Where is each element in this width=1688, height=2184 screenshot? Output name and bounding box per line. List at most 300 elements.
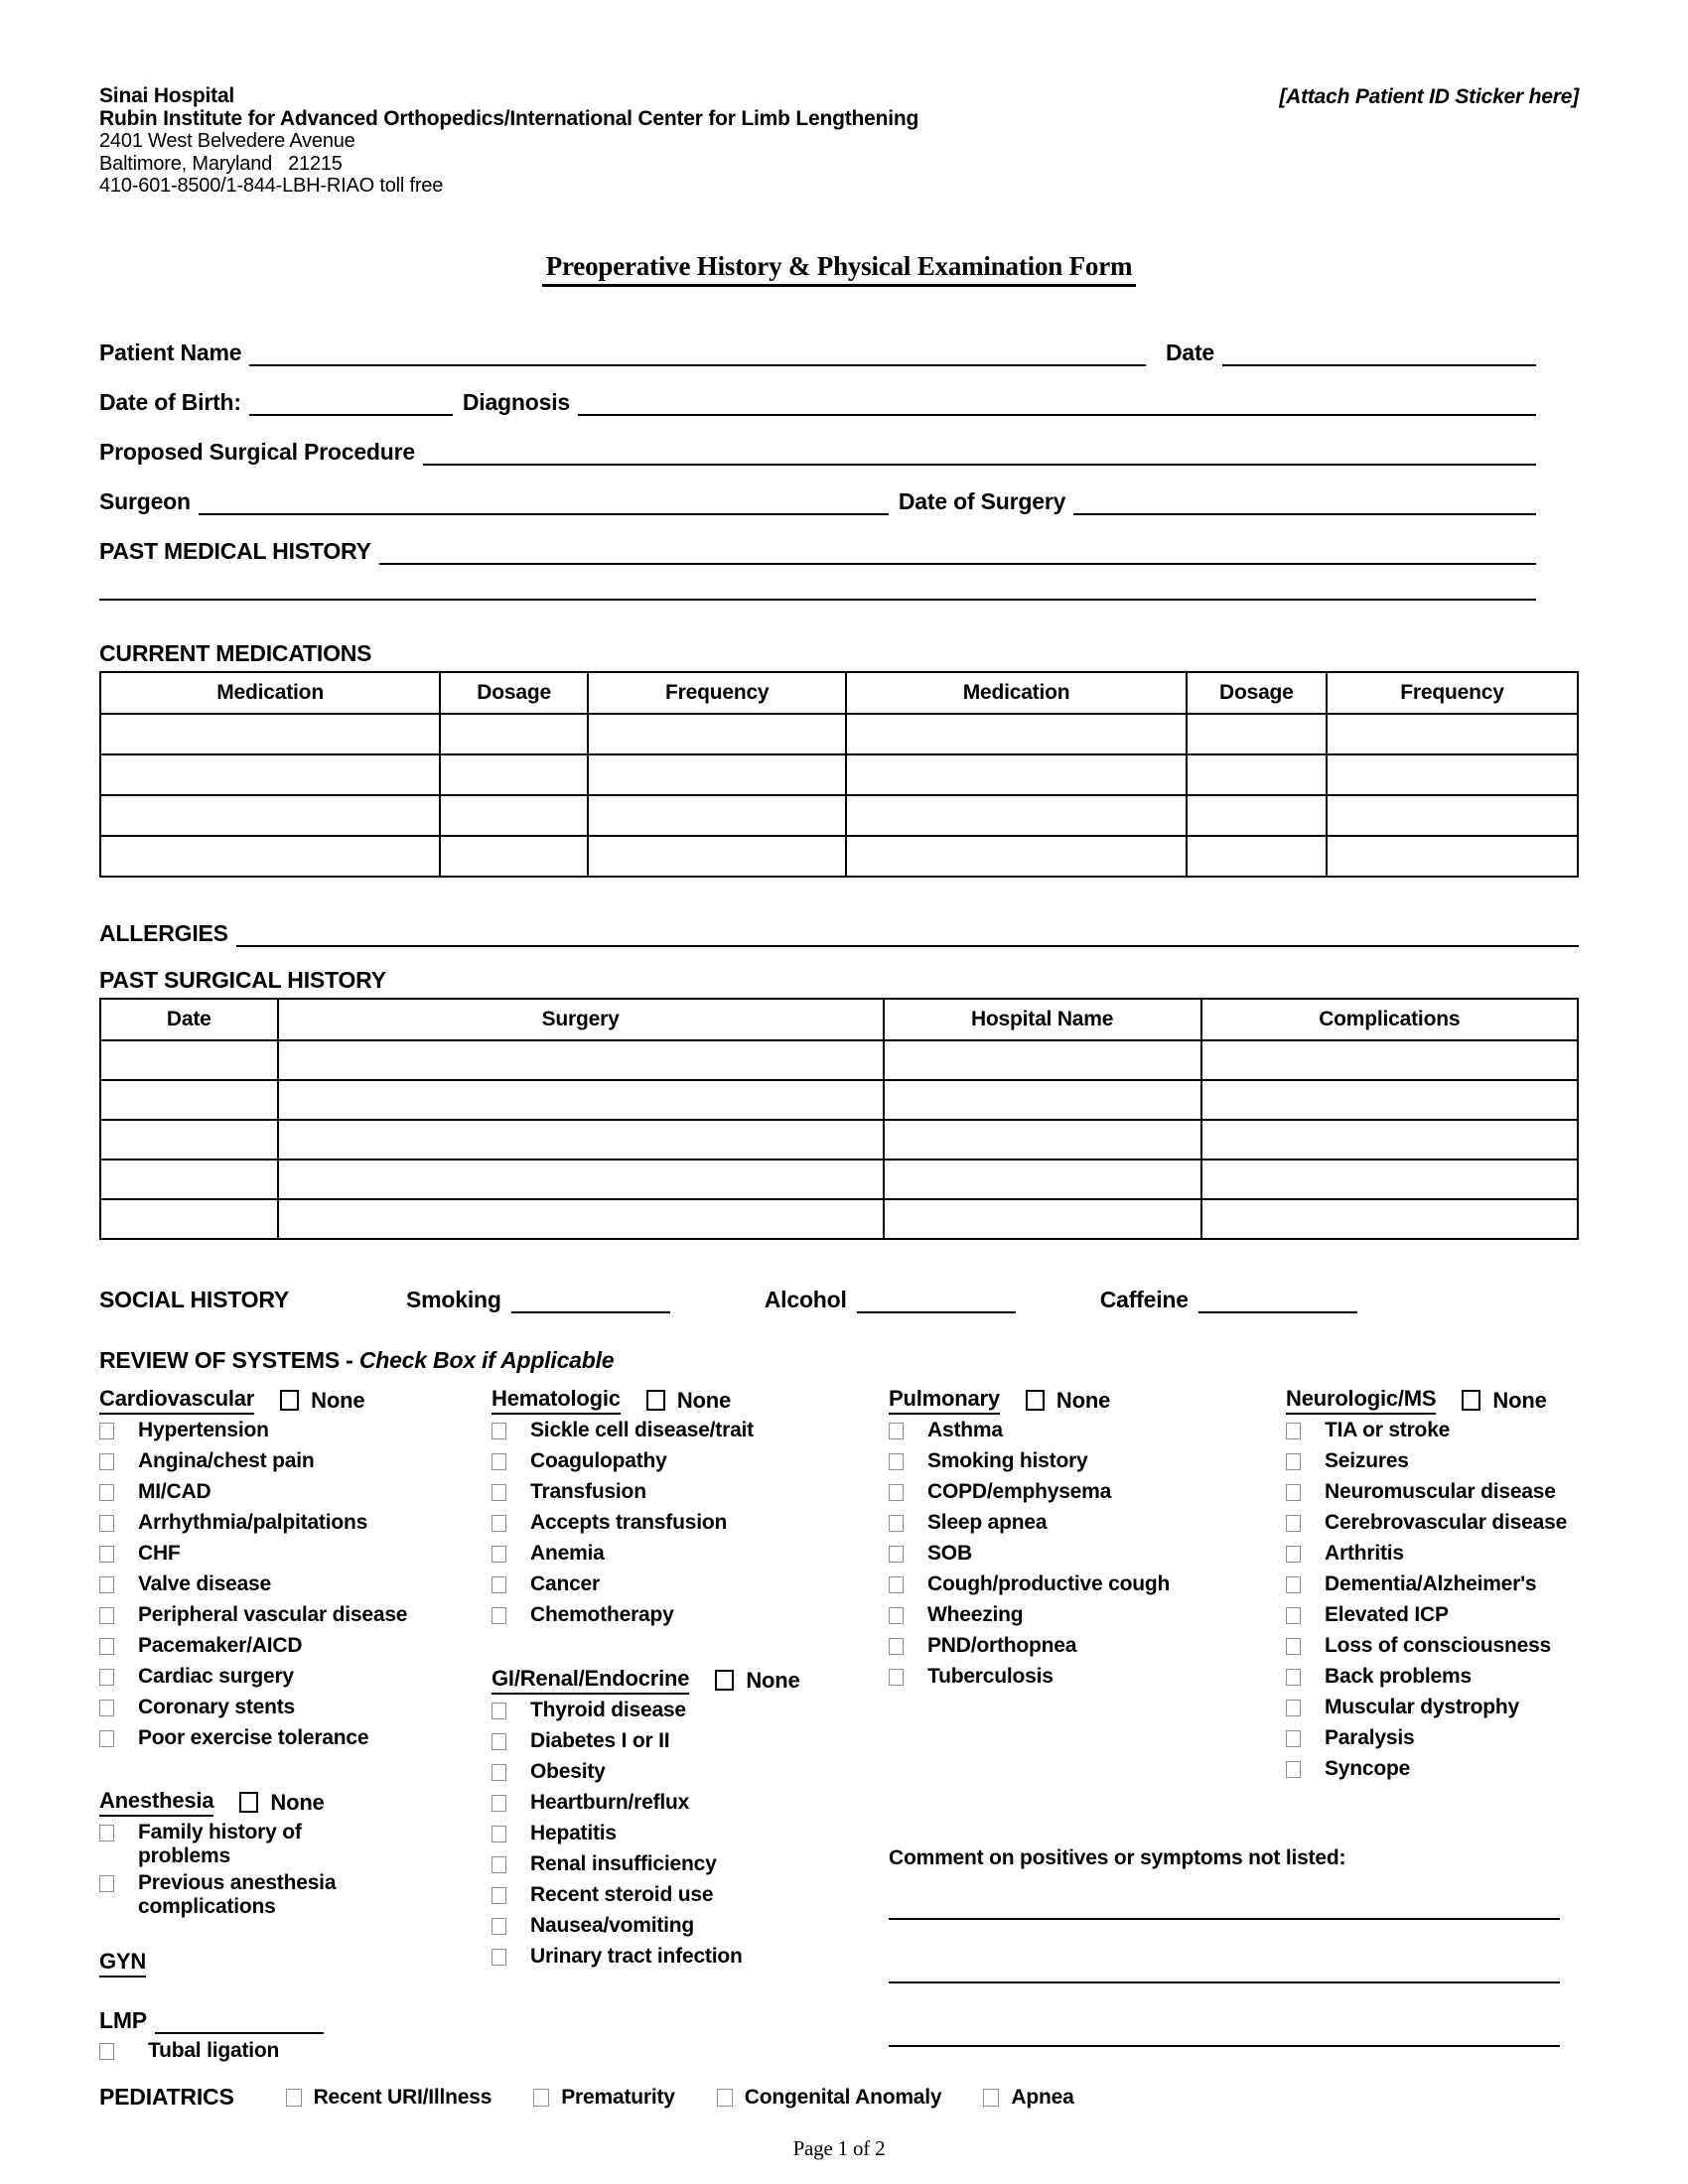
item-checkbox[interactable] xyxy=(492,1607,506,1624)
item-label: Sleep apnea xyxy=(927,1511,1048,1534)
caffeine-input-line[interactable] xyxy=(1198,1305,1357,1313)
item-label: Hepatitis xyxy=(530,1822,617,1844)
medications-cell[interactable] xyxy=(440,795,588,836)
item-checkbox[interactable] xyxy=(99,1576,114,1593)
ros-column-1 xyxy=(99,1386,492,2067)
comment-input-line-1[interactable] xyxy=(889,1870,1560,1920)
item-label: Seizures xyxy=(1325,1449,1409,1472)
item-checkbox[interactable] xyxy=(889,1484,904,1501)
alcohol-label: Alcohol xyxy=(764,1286,847,1312)
item-checkbox[interactable] xyxy=(889,1576,904,1593)
diagnosis-input-line[interactable] xyxy=(578,408,1536,416)
cardiovascular-none-checkbox[interactable] xyxy=(280,1390,299,1411)
surgical_history-cell[interactable] xyxy=(884,1120,1201,1160)
ros-group-anesthesia xyxy=(99,1788,492,1919)
medications-cell[interactable] xyxy=(100,795,440,836)
allergies-label: ALLERGIES xyxy=(99,919,228,946)
item-label: MI/CAD xyxy=(138,1480,211,1503)
item-checkbox[interactable] xyxy=(492,1764,506,1781)
pediatrics-item-checkbox[interactable] xyxy=(533,2089,549,2107)
title-wrap xyxy=(99,251,1579,287)
medications-header-cell: Dosage xyxy=(1187,672,1327,714)
surgical_history-header-cell: Surgery xyxy=(278,999,884,1040)
pediatrics-item-label: Apnea xyxy=(1011,2085,1074,2109)
lmp-input-line[interactable] xyxy=(155,2026,324,2034)
surgical_history-cell[interactable] xyxy=(278,1199,884,1239)
phone-numbers: 410-601-8500/1-844-LBH-RIAO toll free xyxy=(99,175,444,197)
ros-group-neurologic-ms xyxy=(1286,1386,1579,1785)
anesthesia-none-label: None xyxy=(270,1789,325,1815)
ros-item xyxy=(1286,1539,1579,1570)
city-state-zip: Baltimore, Maryland 21215 xyxy=(99,152,343,175)
medications-row xyxy=(100,714,1578,754)
item-label: Heartburn/reflux xyxy=(530,1791,690,1814)
item-checkbox[interactable] xyxy=(99,1607,114,1624)
surgeon-input-line[interactable] xyxy=(199,507,889,515)
item-label: Cough/productive cough xyxy=(927,1572,1171,1595)
item-checkbox[interactable] xyxy=(99,1423,114,1439)
surgical_history-row xyxy=(100,1199,1578,1239)
ros-neurologic-header xyxy=(1286,1386,1579,1416)
medications-cell[interactable] xyxy=(846,714,1186,754)
ros-item xyxy=(99,1818,492,1868)
surgical_history-cell[interactable] xyxy=(278,1120,884,1160)
review-of-systems-heading xyxy=(99,1347,1579,1374)
current-medications-title: CURRENT MEDICATIONS xyxy=(99,639,372,666)
ros-item xyxy=(1286,1446,1579,1477)
ros-item xyxy=(889,1508,1286,1539)
surgical_history-cell[interactable] xyxy=(884,1040,1201,1080)
ros-item xyxy=(492,1539,889,1570)
tubal-ligation-checkbox[interactable] xyxy=(99,2043,114,2060)
surgical_history-cell[interactable] xyxy=(1201,1040,1578,1080)
item-label: Poor exercise tolerance xyxy=(138,1726,369,1749)
pediatrics-item xyxy=(717,2086,942,2110)
item-label: Smoking history xyxy=(927,1449,1088,1472)
ros-group-pulmonary xyxy=(889,1386,1286,1693)
item-label: Peripheral vascular disease xyxy=(138,1603,408,1626)
surgical_history-row xyxy=(100,1040,1578,1080)
surgical-history-table xyxy=(99,998,1579,1240)
smoking-input-line[interactable] xyxy=(511,1305,670,1313)
comment-input-line-2[interactable] xyxy=(889,1920,1560,1983)
item-checkbox[interactable] xyxy=(1286,1576,1301,1593)
item-checkbox[interactable] xyxy=(1286,1730,1301,1747)
item-checkbox[interactable] xyxy=(1286,1761,1301,1778)
ros-item xyxy=(492,1696,889,1726)
item-checkbox[interactable] xyxy=(492,1423,506,1439)
tubal-ligation-label: Tubal ligation xyxy=(148,2039,280,2062)
item-label: Coagulopathy xyxy=(530,1449,667,1472)
pediatrics-item-checkbox[interactable] xyxy=(286,2089,302,2107)
past-medical-history-label: PAST MEDICAL HISTORY xyxy=(99,537,371,564)
item-checkbox[interactable] xyxy=(1286,1423,1301,1439)
item-checkbox[interactable] xyxy=(1286,1669,1301,1686)
surgical_history-header-cell: Hospital Name xyxy=(884,999,1201,1040)
medications-cell[interactable] xyxy=(1187,836,1327,877)
ros-item xyxy=(99,1570,492,1600)
surgical_history-row xyxy=(100,1160,1578,1199)
item-label: Tuberculosis xyxy=(927,1665,1054,1688)
item-checkbox[interactable] xyxy=(889,1607,904,1624)
item-label: Thyroid disease xyxy=(530,1699,686,1721)
ros-gyn-header xyxy=(99,1949,492,1979)
item-checkbox[interactable] xyxy=(492,1826,506,1843)
dob-diagnosis-row xyxy=(99,386,1536,416)
item-checkbox[interactable] xyxy=(99,1484,114,1501)
institute-name: Rubin Institute for Advanced Orthopedics/International Center for Limb Lengthening xyxy=(99,106,919,130)
item-label: Valve disease xyxy=(138,1572,272,1595)
ros-heading-note: Check Box if Applicable xyxy=(358,1346,615,1373)
surgical_history-cell[interactable] xyxy=(100,1120,278,1160)
ros-item xyxy=(889,1662,1286,1693)
item-label: Paralysis xyxy=(1325,1726,1415,1749)
pediatrics-item-label: Prematurity xyxy=(561,2085,675,2109)
ros-gi-header xyxy=(492,1666,889,1696)
item-checkbox[interactable] xyxy=(99,1669,114,1686)
hematologic-none-label: None xyxy=(676,1387,732,1413)
item-checkbox[interactable] xyxy=(99,1515,114,1532)
diagnosis-label: Diagnosis xyxy=(462,388,570,415)
item-label: Elevated ICP xyxy=(1325,1603,1449,1626)
item-checkbox[interactable] xyxy=(492,1887,506,1904)
neurologic-none-label: None xyxy=(1492,1387,1547,1413)
surgical_history-cell[interactable] xyxy=(1201,1080,1578,1120)
surgical_history-cell[interactable] xyxy=(100,1040,278,1080)
item-label: Loss of consciousness xyxy=(1325,1634,1552,1657)
patient-name-input-line[interactable] xyxy=(249,358,1146,366)
ros-gyn-title: GYN xyxy=(99,1949,146,1978)
ros-item xyxy=(99,1868,492,1919)
item-label: Family history of problems xyxy=(138,1820,302,1867)
ros-item xyxy=(492,1788,889,1819)
ros-pulmonary-header xyxy=(889,1386,1286,1416)
item-checkbox[interactable] xyxy=(492,1453,506,1470)
patient-info-fields xyxy=(99,337,1536,601)
medications-cell[interactable] xyxy=(588,714,846,754)
surgical_history-cell[interactable] xyxy=(884,1199,1201,1239)
medications-cell[interactable] xyxy=(588,754,846,795)
item-checkbox[interactable] xyxy=(492,1515,506,1532)
item-checkbox[interactable] xyxy=(492,1949,506,1966)
ros-item xyxy=(99,1631,492,1662)
medications-cell[interactable] xyxy=(440,754,588,795)
item-checkbox[interactable] xyxy=(99,1700,114,1716)
medications-header-cell: Medication xyxy=(100,672,440,714)
medications-row xyxy=(100,754,1578,795)
patient-id-sticker-note: [Attach Patient ID Sticker here] xyxy=(1279,85,1579,108)
dob-label: Date of Birth: xyxy=(99,388,241,415)
ros-item xyxy=(99,1446,492,1477)
item-checkbox[interactable] xyxy=(889,1515,904,1532)
neurologic-none-checkbox[interactable] xyxy=(1462,1390,1480,1411)
item-label: Cardiac surgery xyxy=(138,1665,294,1688)
smoking-label: Smoking xyxy=(406,1286,501,1312)
ros-item xyxy=(889,1631,1286,1662)
gi-none-checkbox[interactable] xyxy=(715,1670,734,1691)
dob-input-line[interactable] xyxy=(249,408,453,416)
medications-cell[interactable] xyxy=(1327,754,1578,795)
surgical_history-cell[interactable] xyxy=(100,1080,278,1120)
item-label: Previous anesthesia complications xyxy=(138,1870,337,1918)
item-label: Cerebrovascular disease xyxy=(1325,1511,1568,1534)
ros-pulmonary-title: Pulmonary xyxy=(889,1386,1000,1415)
pediatrics-item xyxy=(983,2086,1073,2110)
gi-none-label: None xyxy=(746,1667,800,1693)
item-checkbox[interactable] xyxy=(1286,1515,1301,1532)
hospital-name: Sinai Hospital xyxy=(99,84,235,107)
item-label: TIA or stroke xyxy=(1325,1419,1451,1441)
item-checkbox[interactable] xyxy=(1286,1546,1301,1563)
medications-cell[interactable] xyxy=(588,836,846,877)
tubal-ligation-item xyxy=(99,2036,492,2067)
alcohol-input-line[interactable] xyxy=(857,1305,1016,1313)
surgical_history-cell[interactable] xyxy=(1201,1199,1578,1239)
item-label: Hypertension xyxy=(138,1419,269,1441)
medications-cell[interactable] xyxy=(440,714,588,754)
item-label: COPD/emphysema xyxy=(927,1480,1112,1503)
surgeon-row xyxy=(99,485,1536,515)
medications-header-cell: Medication xyxy=(846,672,1186,714)
medications-header-row xyxy=(100,672,1578,714)
item-checkbox[interactable] xyxy=(1286,1638,1301,1655)
ros-cardiovascular-header xyxy=(99,1386,492,1416)
pediatrics-item xyxy=(533,2086,675,2110)
item-label: Neuromuscular disease xyxy=(1325,1480,1556,1503)
ros-heading-label: REVIEW OF SYSTEMS - xyxy=(99,1346,353,1373)
item-checkbox[interactable] xyxy=(99,1730,114,1747)
ros-item xyxy=(99,1723,492,1754)
medications-cell[interactable] xyxy=(1327,714,1578,754)
ros-anesthesia-title: Anesthesia xyxy=(99,1788,213,1817)
item-checkbox[interactable] xyxy=(492,1856,506,1873)
item-checkbox[interactable] xyxy=(99,1825,114,1842)
surgical_history-header-cell: Complications xyxy=(1201,999,1578,1040)
hematologic-none-checkbox[interactable] xyxy=(646,1390,665,1411)
ros-item xyxy=(1286,1416,1579,1446)
surgeon-label: Surgeon xyxy=(99,487,191,514)
item-checkbox[interactable] xyxy=(889,1638,904,1655)
item-label: Renal insufficiency xyxy=(530,1852,717,1875)
item-checkbox[interactable] xyxy=(99,1453,114,1470)
procedure-input-line[interactable] xyxy=(423,458,1536,466)
date-input-line[interactable] xyxy=(1222,358,1536,366)
item-checkbox[interactable] xyxy=(1286,1700,1301,1716)
ros-item xyxy=(1286,1754,1579,1785)
comment-label: Comment on positives or symptoms not listed: xyxy=(889,1845,1346,1869)
item-label: Back problems xyxy=(1325,1665,1472,1688)
medications-header-cell: Dosage xyxy=(440,672,588,714)
item-label: Sickle cell disease/trait xyxy=(530,1419,754,1441)
ros-item xyxy=(492,1880,889,1911)
medications-cell[interactable] xyxy=(1187,795,1327,836)
ros-item xyxy=(889,1570,1286,1600)
pulmonary-none-label: None xyxy=(1055,1387,1111,1413)
pediatrics-item-label: Congenital Anomaly xyxy=(744,2085,942,2109)
comment-block xyxy=(889,1846,1560,2047)
pulmonary-none-checkbox[interactable] xyxy=(1026,1390,1045,1411)
ros-item xyxy=(1286,1631,1579,1662)
item-checkbox[interactable] xyxy=(492,1546,506,1563)
date-label: Date xyxy=(1165,339,1214,365)
allergies-input-line[interactable] xyxy=(236,939,1579,947)
ros-item xyxy=(99,1662,492,1693)
surgical_history-header-cell: Date xyxy=(100,999,278,1040)
past-medical-history-row xyxy=(99,535,1536,565)
item-label: Angina/chest pain xyxy=(138,1449,315,1472)
item-checkbox[interactable] xyxy=(492,1918,506,1935)
item-checkbox[interactable] xyxy=(889,1453,904,1470)
past-medical-history-extra-row xyxy=(99,571,1536,601)
item-checkbox[interactable] xyxy=(99,1638,114,1655)
item-checkbox[interactable] xyxy=(492,1733,506,1750)
hospital-address-block xyxy=(99,85,918,198)
item-checkbox[interactable] xyxy=(889,1423,904,1439)
date-of-surgery-input-line[interactable] xyxy=(1073,507,1536,515)
cardiovascular-none-label: None xyxy=(311,1387,365,1413)
ros-item xyxy=(1286,1693,1579,1723)
surgical_history-cell[interactable] xyxy=(278,1040,884,1080)
item-checkbox[interactable] xyxy=(99,1546,114,1563)
ros-item xyxy=(99,1416,492,1446)
ros-item xyxy=(1286,1477,1579,1508)
ros-neurologic-title: Neurologic/MS xyxy=(1286,1386,1436,1415)
pediatrics-item-checkbox[interactable] xyxy=(717,2089,733,2107)
page-number: Page 1 of 2 xyxy=(792,2135,886,2160)
ros-item xyxy=(99,1508,492,1539)
item-checkbox[interactable] xyxy=(99,1875,114,1892)
ros-group-cardiovascular xyxy=(99,1386,492,1754)
patient-name-row xyxy=(99,337,1536,366)
allergies-row xyxy=(99,917,1579,947)
pediatrics-item xyxy=(286,2086,492,2110)
ros-item xyxy=(99,1539,492,1570)
ros-group-gi-renal-endocrine xyxy=(492,1666,889,1973)
item-checkbox[interactable] xyxy=(492,1576,506,1593)
item-checkbox[interactable] xyxy=(492,1795,506,1812)
form-title: Preoperative History & Physical Examination Form xyxy=(542,251,1137,287)
medications-cell[interactable] xyxy=(846,754,1186,795)
surgical_history-cell[interactable] xyxy=(278,1080,884,1120)
street-address: 2401 West Belvedere Avenue xyxy=(99,130,355,152)
ros-anesthesia-header xyxy=(99,1788,492,1818)
pediatrics-items xyxy=(234,2086,1074,2110)
ros-hematologic-title: Hematologic xyxy=(492,1386,621,1415)
item-checkbox[interactable] xyxy=(492,1484,506,1501)
past-medical-history-input-line[interactable] xyxy=(379,557,1536,565)
item-checkbox[interactable] xyxy=(1286,1484,1301,1501)
ros-column-2 xyxy=(492,1386,889,1973)
surgical_history-cell[interactable] xyxy=(278,1160,884,1199)
surgical_history-cell[interactable] xyxy=(1201,1120,1578,1160)
ros-item xyxy=(99,1600,492,1631)
ros-item xyxy=(492,1911,889,1942)
date-of-surgery-label: Date of Surgery xyxy=(898,487,1066,514)
ros-item xyxy=(492,1446,889,1477)
medications-cell[interactable] xyxy=(440,836,588,877)
medications-cell[interactable] xyxy=(1187,714,1327,754)
smoking-field xyxy=(406,1287,670,1313)
ros-item xyxy=(1286,1600,1579,1631)
pediatrics-label: PEDIATRICS xyxy=(99,2084,234,2110)
medications-cell[interactable] xyxy=(1327,795,1578,836)
medications-cell[interactable] xyxy=(846,836,1186,877)
ros-item xyxy=(492,1477,889,1508)
item-checkbox[interactable] xyxy=(889,1669,904,1686)
ros-column-4 xyxy=(1286,1386,1579,1785)
surgical_history-cell[interactable] xyxy=(100,1199,278,1239)
surgical_history-cell[interactable] xyxy=(100,1160,278,1199)
pediatrics-item-checkbox[interactable] xyxy=(983,2089,999,2107)
medications-row xyxy=(100,795,1578,836)
item-checkbox[interactable] xyxy=(1286,1607,1301,1624)
medications-cell[interactable] xyxy=(1327,836,1578,877)
item-label: PND/orthopnea xyxy=(927,1634,1077,1657)
item-label: Accepts transfusion xyxy=(530,1511,728,1534)
comment-input-line-3[interactable] xyxy=(889,1983,1560,2047)
procedure-row xyxy=(99,436,1536,466)
caffeine-field xyxy=(1100,1287,1357,1313)
medications-row xyxy=(100,836,1578,877)
medications-header-cell: Frequency xyxy=(1327,672,1578,714)
medications-cell[interactable] xyxy=(100,836,440,877)
medications-cell[interactable] xyxy=(1187,754,1327,795)
review-of-systems-grid xyxy=(99,1386,1579,2062)
medications-cell[interactable] xyxy=(846,795,1186,836)
item-checkbox[interactable] xyxy=(889,1546,904,1563)
ros-item xyxy=(889,1446,1286,1477)
surgical_history-cell[interactable] xyxy=(884,1160,1201,1199)
item-label: Nausea/vomiting xyxy=(530,1914,695,1937)
anesthesia-none-checkbox[interactable] xyxy=(239,1792,258,1813)
ros-item xyxy=(1286,1570,1579,1600)
past-surgical-history-title: PAST SURGICAL HISTORY xyxy=(99,966,386,993)
ros-item xyxy=(889,1600,1286,1631)
ros-group-hematologic xyxy=(492,1386,889,1631)
item-label: Syncope xyxy=(1325,1757,1411,1780)
medications-cell[interactable] xyxy=(588,795,846,836)
ros-gi-title: GI/Renal/Endocrine xyxy=(492,1666,689,1695)
surgical_history-row xyxy=(100,1120,1578,1160)
medications-cell[interactable] xyxy=(100,714,440,754)
item-checkbox[interactable] xyxy=(1286,1453,1301,1470)
item-checkbox[interactable] xyxy=(492,1703,506,1719)
surgical_history-cell[interactable] xyxy=(884,1080,1201,1120)
ros-item xyxy=(492,1416,889,1446)
ros-item xyxy=(1286,1662,1579,1693)
ros-item xyxy=(492,1600,889,1631)
item-label: SOB xyxy=(927,1542,972,1565)
patient-name-label: Patient Name xyxy=(99,339,242,365)
past-medical-history-input-line-2[interactable] xyxy=(99,593,1536,601)
ros-group-gyn xyxy=(99,1949,492,1979)
item-label: Recent steroid use xyxy=(530,1883,714,1906)
medications-cell[interactable] xyxy=(100,754,440,795)
procedure-label: Proposed Surgical Procedure xyxy=(99,438,415,465)
ros-column-3 xyxy=(889,1386,1346,2047)
surgical_history-cell[interactable] xyxy=(1201,1160,1578,1199)
ros-item xyxy=(99,1693,492,1723)
surgical_history-header-row xyxy=(100,999,1578,1040)
pediatrics-item-label: Recent URI/Illness xyxy=(313,2085,492,2109)
ros-hematologic-header xyxy=(492,1386,889,1416)
item-label: Chemotherapy xyxy=(530,1603,674,1626)
item-label: Transfusion xyxy=(530,1480,646,1503)
item-label: CHF xyxy=(138,1542,181,1565)
ros-item xyxy=(492,1819,889,1849)
ros-item xyxy=(1286,1723,1579,1754)
ros-item xyxy=(889,1477,1286,1508)
